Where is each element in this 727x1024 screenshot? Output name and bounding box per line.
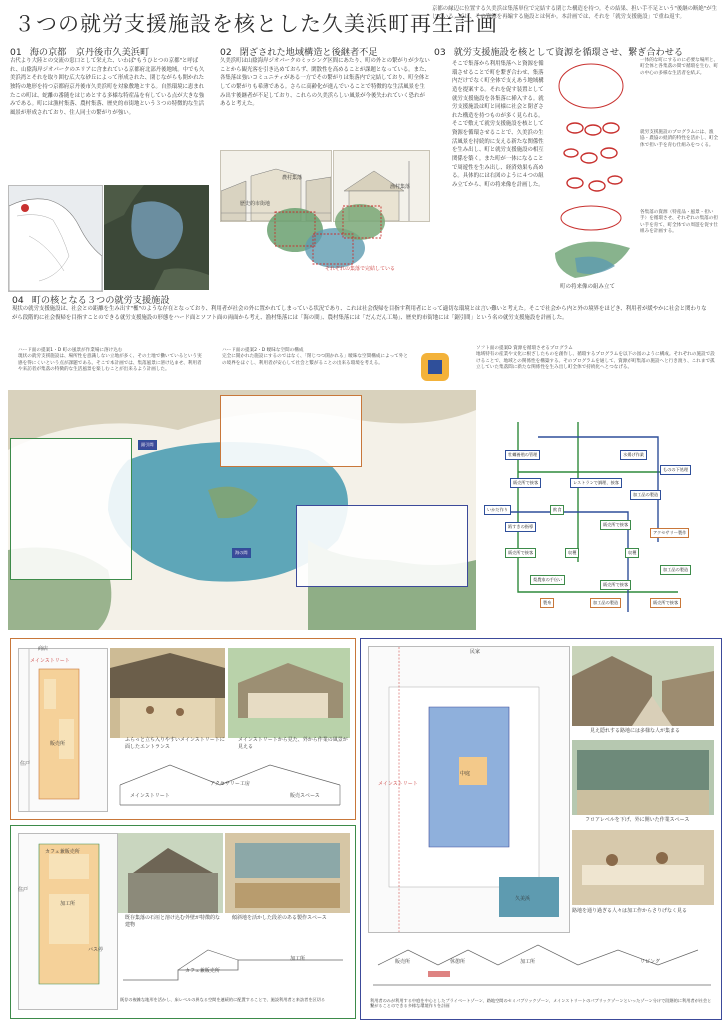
section-label: 販売スペース (290, 793, 320, 799)
soft-proposal (476, 346, 716, 372)
plan-drawing (18, 648, 108, 812)
diagram-caption: それぞれの集落で完結している (325, 266, 396, 272)
photo-caption: フロアレベルを下げ、外に開いた作業スペース (585, 817, 690, 823)
flow-node: 販売所で接客 (650, 598, 681, 608)
photo-workshop (228, 648, 350, 738)
flow-node: 販売所で接客 (505, 548, 536, 558)
photo-caption: 見え隠れする路地には多様な人が集まる (590, 728, 681, 734)
plan-drawing (18, 833, 118, 1010)
photo-entrance (110, 648, 225, 738)
flow-node: 牡蠣養殖の管理 (505, 450, 540, 460)
section-label: アクセサリー工房 (210, 781, 250, 787)
flow-node: ものの下処理 (660, 465, 691, 475)
plan-label: 商店 (38, 646, 49, 652)
photo-caption: 既存集落の石垣と溶け込む外壁が特徴的な建物 (125, 915, 221, 928)
panel-caption: 利用者のみが利用する中庭を中心としたプライベートゾーン、路地空間のセミパブリックゾーン、メインストリートのパブリックゾーンといったゾーン分けで段階的に利用者が社会と繋がることのできる多様な環境作りを計画 (370, 998, 712, 1009)
section-label: 休憩所 (450, 959, 466, 965)
panel-caption: 既存の複雑な地形を活かし、床レベルの異なる空間を連続的に配置することで、施設利用者と来訪者を区切る (120, 997, 326, 1002)
photo-workspace (225, 833, 350, 913)
section-number: 04 (12, 295, 24, 306)
section-04-body: 現状の就労支援施設は、社会との距離を生み出す"檻"のような存在となっており、利用者が社会の外に置かれてしまっている状況であり、これは社会復帰を目指す利用者にとって適切な環境とは言い難いと考えた。そこで社会から内と外の境界をほどき、利用者が緩やかに社会と関わりながら段階的に社会復帰を目指すことのできる就労支援施設の形態をハード面とソフト面の両面から考え、漁村集落には「海の間」、農村集落には「だんだん工場」、歴史的市街地には「鋸引間」という名の就労支援施設を計画した。 (12, 306, 707, 321)
plan-label: カフェ兼販売所 (45, 849, 80, 855)
flow-node: 梨農家の手伝い (530, 575, 565, 585)
proposal-heading: ハード面の提案2・D 曖昧な空間の構成 (222, 348, 304, 353)
section-label: 加工所 (520, 959, 536, 965)
photo-processing (572, 830, 714, 905)
proposal-heading: ハード面の提案1・D 町の風景が作業場に溶け込む (18, 348, 123, 353)
section-number: 03 (434, 47, 446, 58)
plan-label: バス停 (88, 947, 104, 953)
section-number: 02 (220, 47, 232, 58)
photo-caption: ふらっと立ち入りやすいメインストリートに面したエントランス (125, 737, 225, 750)
section-drawing (118, 935, 350, 990)
plan-label: 中庭 (460, 771, 471, 777)
program-flow-diagram (478, 392, 718, 627)
section-label: カフェ兼販売所 (185, 968, 220, 974)
proposal-body: 地域特有の産業や文化に根ざしたものを創作し、循環するプログラムを以下の図のように構成。それぞれの施設で設けることで、地域との関係性を構築する。そのプログラムを通して、資源が町集落の施設へと行き渡り、これまで孤立していた集落間に新たな関係性を生み出し町全体で持続化へとつなげる。 (476, 352, 715, 371)
plan-label: 住戸 (18, 887, 29, 893)
region-tag-umi-no-ma: 海の間 (232, 548, 251, 558)
diagram-note-2: 就労支援施設のプログラムには、漁協・農協の経済的特性を活かし、町全体で担い手を育む仕組みをつくる。 (640, 130, 719, 148)
plan-label: 販売所 (50, 741, 66, 747)
diagram-note-1: 一体的な町にするのに必要な場所と、町全体と各集落の間で循環を生む、町の中心の多様な生活者を結ぶ。 (640, 58, 719, 76)
section-label: 加工所 (290, 956, 306, 962)
label-fishing-village: 漁村集落 (390, 184, 411, 190)
proposal-heading: ソフト面の提案D 資源を循環させるプログラム (476, 346, 573, 351)
region-tag-nokobiki: 鋸引間 (138, 440, 157, 450)
flow-node: 水揚げ作業 (620, 450, 647, 460)
flow-node: アクセサリー製作 (650, 528, 689, 538)
photo-alley (572, 646, 714, 726)
plan-label: 民家 (470, 649, 481, 655)
photo-caption: 路地を通り過ぎる人々は加工作からさりげなく見る (572, 908, 688, 914)
section-04-heading (12, 292, 170, 306)
circulation-diagram (545, 58, 637, 288)
section-title: 海の京都 京丹後市久美浜町 (29, 47, 150, 58)
plan-label: 住戸 (20, 761, 31, 767)
section-label: メインストリート (130, 793, 170, 799)
hard-proposal-1 (18, 348, 203, 374)
flow-node: 収穫 (565, 548, 579, 558)
section-number: 01 (10, 47, 22, 58)
section-01-body: 古代より大陸との交流の窓口として栄えた、いわば"もうひとつの京都"と呼ばれ、山陰海岸ジオパークのエリアに含まれている京都府北部丹後地域。中でも久美浜湾とそれを取り囲む広大な砂丘によって形成された、閉じながらも開かれた独特の地形を持つ京都府京丹後市久美浜町を対象敷地とする。自然環境に恵まれたこの町は、蛇離の番随をはじめとする多様な特産品を有している点が大きな強みである。町には漁村集落、農村集落、歴史的市街地という３つの特徴的な生活風景が形成されており、住人同士の繋がりが強い。 (10, 58, 205, 116)
plan-drawing (368, 646, 570, 933)
info-box-farm (10, 438, 132, 580)
section-title: 就労支援施設を核として資源を循環させ、繋ぎ合わせる (453, 47, 684, 58)
proposal-body: 完全に開かれた施設にするのではなく、「閉じつつ開かれる」曖昧な空間構成によって外との境界をほぐし、利用者が安心して社会と繋がることの出来る環境を考える。 (222, 354, 408, 366)
flow-node: レストランで調理、接客 (570, 478, 622, 488)
flow-node: 製糸 (540, 598, 554, 608)
aerial-photo (104, 185, 209, 290)
flow-node: 販売所で接客 (510, 478, 541, 488)
section-drawing (368, 935, 716, 995)
section-label: リビング (640, 959, 660, 965)
section-03-body: そこで集落から利用集落へと資源を循環させることで町を繋ぎ合わせ、集落内だけでなく町全体で支えあう地域構造を提案する。それを促す装置として就労支援施設を各集落に挿入する。就労支援施設は町と同様に社会と閉ざされた構造を持つものが多く見られる。そこで敷えて就労支援施設を核として資源を循環させることで、久美浜の生活風景を持続的に支える新たな関係性を生み出し、町と就労支援施設の相互関係を築く。また町が一体になることで周遊性を生み出し、経済効果も高める。具体的には右図のように４つの組み立てから、町の将来像を計画した。 (452, 61, 544, 188)
flow-node: 収穫 (625, 548, 639, 558)
plan-label: 久美浜 (515, 896, 531, 902)
japan-map (8, 185, 103, 292)
photo-stone-wall (118, 833, 223, 913)
photo-caption: メインストリートから見た、外から作業の風景が見える (238, 737, 348, 750)
hard-proposal-2 (222, 348, 412, 367)
photo-caption: 傾斜地を活かした段差のある製作スペース (232, 915, 327, 921)
section-title: 町の核となる３つの就労支援施設 (31, 295, 170, 306)
page-title: ３つの就労支援施設を核とした久美浜町再生計画 (14, 12, 498, 36)
photo-work-space (572, 740, 714, 815)
label-historic-district: 歴史的市街地 (240, 201, 271, 207)
plan-label: メインストリート (30, 658, 70, 664)
info-box-historic (220, 395, 362, 467)
flow-node: 加工品の製造 (660, 565, 691, 575)
flow-node: 加工品の製造 (630, 490, 661, 500)
proposal-body: 現状の就労支援施設は、場所性を意識しない立地が多く、その土地で働いているという実感を得にくいという点が課題である。そこで本計画では、集落風景に溶け込ませ、利用者や来訪者が集落の特徴的な生活風景を楽しむことが出来るよう計画した。 (18, 354, 202, 373)
flow-node: 紙すきの指導 (505, 522, 536, 532)
diagram-caption: 町の将来像の組み立て (560, 284, 616, 290)
section-02-heading (220, 44, 378, 58)
section-02-body: 久美浜町は山陰海岸ジオパークのミッシング区間にあたり、町の外との繋がりが少ないことから観光客を引き込めておらず、閑散性を高めることが課題となっている。また、各集落は強いコミュニティがある一方でその繋がりは集落内で完結しており、町全体としての繋がりも希薄である。さらに高齢化が進んでいることで特徴的な生活風景を生み出す後継者が不足しており、これらの久美浜らしい風景が今後失われていく恐れがあると考えた。 (220, 58, 430, 108)
flow-node: 飲食 (550, 505, 564, 515)
plan-label: 加工所 (60, 901, 76, 907)
flow-node: 販売所で接客 (600, 580, 631, 590)
plan-label: メインストリート (378, 781, 418, 787)
open-closed-diagram (420, 352, 450, 382)
info-box-fishing (296, 505, 468, 587)
flow-node: 加工品の製造 (590, 598, 621, 608)
section-title: 閉ざされた地域構造と後継者不足 (239, 47, 378, 58)
intro-text: 京都の縁辺に位置する久美浜は集落単位で完結する閉じた構造を持つ。その結果、担い手不足という"後継の断絶"が生じている。では、その資源を再編する施設とは何か。本計画では、それを「就労支援施設」で重ね返す。 (432, 6, 718, 20)
flow-node: いかだ作り (484, 505, 511, 515)
section-03-heading (434, 44, 683, 58)
flow-node: 販売所で接客 (600, 520, 631, 530)
diagram-note-3: 各集落の資源（特産品・風景・担い手）を循環させ、それぞれの集落の担い手を育て、町全体での周遊を促す仕組みを計画する。 (640, 210, 719, 235)
section-label: 販売所 (395, 959, 411, 965)
settlement-diagram (265, 200, 400, 275)
section-01-heading (10, 44, 149, 58)
label-farm-village: 農村集落 (282, 175, 303, 181)
